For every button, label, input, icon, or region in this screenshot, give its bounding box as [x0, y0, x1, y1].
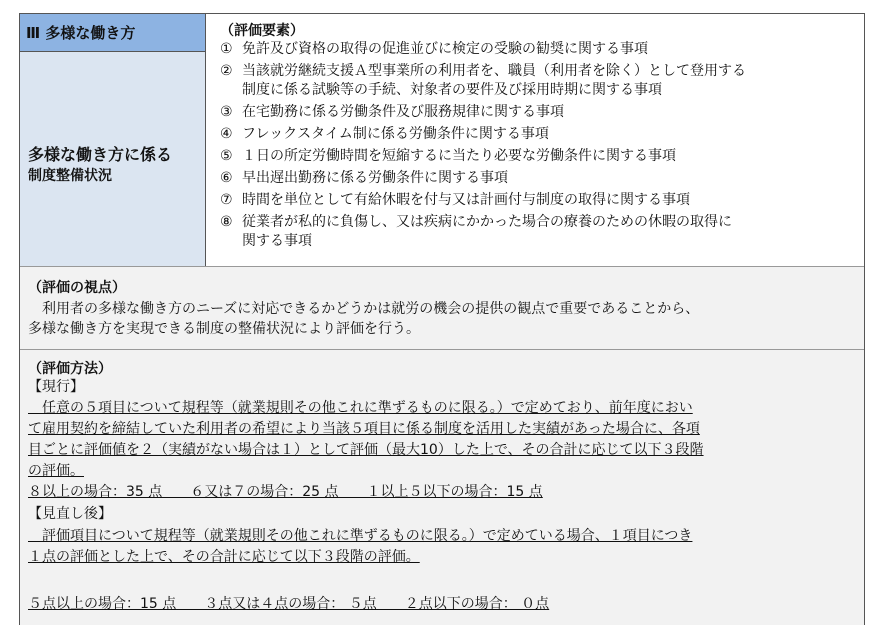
current-text-2: て雇用契約を締結していた利用者の希望により当該５項目に係る制度を活用した実績があった場合に、各項 — [28, 421, 700, 437]
method-heading: （評価方法） — [28, 361, 112, 377]
item-number: ⑥ — [220, 170, 233, 186]
current-text-4: の評価。 — [28, 463, 84, 479]
current-scores: ８以上の場合：35 点 ６又は７の場合：25 点 １以上５以下の場合：15 点 — [28, 484, 543, 500]
item-number: ⑤ — [220, 148, 233, 164]
revised-label: 【見直し後】 — [28, 506, 112, 522]
viewpoint-section — [20, 266, 864, 349]
elements-cell — [206, 14, 864, 266]
viewpoint-heading: （評価の視点） — [28, 280, 126, 296]
viewpoint-text-2: 多様な働き方を実現できる制度の整備状況により評価を行う。 — [28, 321, 420, 337]
item-text: 在宅勤務に係る労働条件及び服務規律に関する事項 — [242, 104, 564, 120]
element-item-2 — [220, 62, 746, 80]
item-number: ④ — [220, 126, 233, 142]
criteria-title: 多様な働き方に係る — [28, 145, 173, 164]
elements-heading: （評価要素） — [220, 23, 304, 39]
item-text: 当該就労継続支援Ａ型事業所の利用者を、職員（利用者を除く）として登用する — [242, 63, 746, 79]
item-number: ⑧ — [220, 214, 233, 230]
element-item-2-cont — [220, 81, 662, 99]
item-number: ⑦ — [220, 192, 233, 208]
item-number: ① — [220, 41, 233, 57]
current-text-3: 目ごとに評価値を２（実績がない場合は１）として評価（最大10）した上で、その合計に応じて以下３段階 — [28, 442, 704, 458]
item-number: ② — [220, 63, 233, 79]
item-text: 時間を単位として有給休暇を付与又は計画付与制度の取得に関する事項 — [242, 192, 690, 208]
element-item-1 — [220, 40, 648, 58]
revised-scores: ５点以上の場合：15 点 ３点又は４点の場合： ５点 ２点以下の場合： ０点 — [28, 596, 550, 612]
element-item-6 — [220, 169, 508, 187]
element-item-3 — [220, 103, 564, 121]
evaluation-table — [19, 13, 865, 625]
criteria-subtitle: 制度整備状況 — [28, 168, 112, 184]
element-item-8-cont — [220, 232, 312, 250]
item-text: １日の所定労働時間を短縮するに当たり必要な労働条件に関する事項 — [242, 148, 676, 164]
criteria-cell — [20, 52, 206, 266]
item-number: ③ — [220, 104, 233, 120]
item-text: 関する事項 — [242, 233, 312, 249]
item-text: 従業者が私的に負傷し、又は疾病にかかった場合の療養のための休暇の取得に — [242, 214, 732, 230]
current-label: 【現行】 — [28, 379, 84, 395]
current-text-1: 任意の５項目について規程等（就業規則その他これに準ずるものに限る。）で定めており、前年度におい — [28, 400, 693, 416]
revised-text-1: 評価項目について規程等（就業規則その他これに準ずるものに限る。）で定めている場合、１項目につき — [28, 528, 693, 544]
revised-text-2: １点の評価とした上で、その合計に応じて以下３段階の評価。 — [28, 549, 420, 565]
element-item-8 — [220, 213, 732, 231]
element-item-4 — [220, 125, 549, 143]
method-section — [20, 349, 864, 625]
section-label: Ⅲ 多様な働き方 — [20, 14, 206, 52]
item-text: 免許及び資格の取得の促進並びに検定の受験の勧奨に関する事項 — [242, 41, 648, 57]
viewpoint-text-1: 利用者の多様な働き方のニーズに対応できるかどうかは就労の機会の提供の観点で重要であることから、 — [28, 301, 700, 317]
item-text: 早出遅出勤務に係る労働条件に関する事項 — [242, 170, 508, 186]
item-text: フレックスタイム制に係る労働条件に関する事項 — [242, 126, 549, 142]
top-row — [20, 14, 864, 266]
element-item-5 — [220, 147, 676, 165]
item-text: 制度に係る試験等の手続、対象者の要件及び採用時期に関する事項 — [242, 82, 662, 98]
element-item-7 — [220, 191, 690, 209]
